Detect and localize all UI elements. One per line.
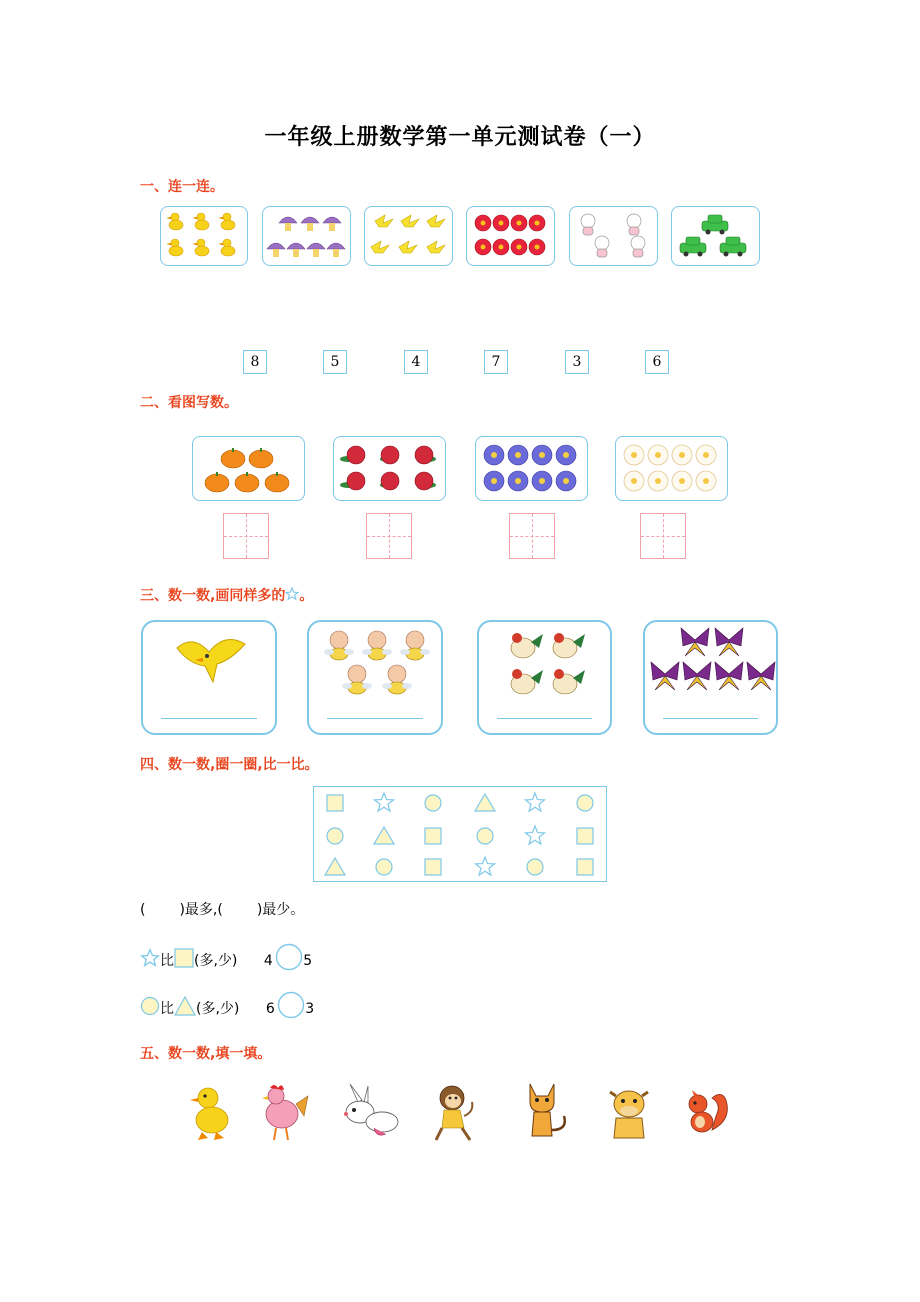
most-least-end: )最少。 bbox=[256, 902, 305, 918]
number-box[interactable]: 4 bbox=[404, 350, 428, 374]
bird-group-icon bbox=[365, 207, 451, 264]
compare-row-1 bbox=[140, 943, 312, 967]
flower-group-icon bbox=[467, 207, 553, 264]
star-shape[interactable] bbox=[526, 826, 545, 844]
kitty-group-icon bbox=[570, 207, 656, 264]
circle-icon bbox=[140, 996, 160, 1016]
picture-box-mushrooms[interactable] bbox=[262, 206, 351, 266]
section-4-heading: 四、数一数,圈一圈,比一比。 bbox=[140, 757, 319, 773]
triangle-icon bbox=[174, 996, 196, 1016]
circle-shape[interactable] bbox=[527, 859, 543, 875]
square-shape[interactable] bbox=[425, 859, 441, 875]
star-icon bbox=[140, 948, 160, 968]
compare-left-number: 6 bbox=[265, 1001, 275, 1017]
section-3-heading bbox=[140, 585, 313, 605]
rose-group-icon bbox=[334, 437, 444, 499]
section-3-heading-end: 。 bbox=[299, 588, 314, 604]
answer-line bbox=[497, 718, 592, 719]
compare-circle-blank[interactable] bbox=[275, 943, 303, 971]
duck-icon bbox=[188, 1084, 232, 1142]
number-box[interactable]: 5 bbox=[323, 350, 347, 374]
aster-group-icon bbox=[476, 437, 586, 499]
compare-bi: 比 bbox=[160, 953, 174, 969]
compare-options: (多,少) bbox=[196, 1001, 240, 1017]
section-2-heading: 二、看图写数。 bbox=[140, 395, 238, 411]
square-shape[interactable] bbox=[577, 828, 593, 844]
star-shape[interactable] bbox=[476, 857, 495, 875]
picture-box-ducks[interactable] bbox=[160, 206, 248, 266]
star-icon bbox=[285, 587, 299, 601]
triangle-shape[interactable] bbox=[374, 827, 394, 844]
triangle-shape[interactable] bbox=[325, 858, 345, 875]
butterfly-group-icon bbox=[647, 624, 777, 696]
square-shape[interactable] bbox=[577, 859, 593, 875]
page-title: 一年级上册数学第一单元测试卷（一） bbox=[264, 124, 656, 150]
pumpkin-group-icon bbox=[193, 437, 303, 499]
compare-row-2 bbox=[140, 991, 314, 1015]
bird-icon bbox=[173, 630, 249, 690]
section-1-heading: 一、连一连。 bbox=[140, 179, 224, 195]
answer-grid[interactable] bbox=[223, 513, 269, 559]
number-box[interactable]: 6 bbox=[645, 350, 669, 374]
most-least-mid: )最多,( bbox=[179, 902, 223, 918]
compare-options: (多,少) bbox=[194, 953, 238, 969]
picture-box-kitties[interactable] bbox=[569, 206, 658, 266]
square-shape[interactable] bbox=[425, 828, 441, 844]
duck-group-icon bbox=[161, 207, 246, 264]
compare-bi: 比 bbox=[160, 1001, 174, 1017]
picture-box-pumpkins bbox=[192, 436, 305, 501]
compare-circle-blank[interactable] bbox=[277, 991, 305, 1019]
square-icon bbox=[174, 948, 194, 968]
picture-box-cars[interactable] bbox=[671, 206, 760, 266]
circle-shape[interactable] bbox=[327, 828, 343, 844]
answer-line bbox=[663, 718, 758, 719]
shape-grid bbox=[314, 787, 605, 880]
picture-box-asters bbox=[475, 436, 588, 501]
drawing-box-bees[interactable] bbox=[307, 620, 443, 735]
bee-group-icon bbox=[319, 628, 435, 700]
drawing-box-bird[interactable] bbox=[141, 620, 277, 735]
monkey-icon bbox=[430, 1082, 478, 1142]
picture-box-roses bbox=[333, 436, 446, 501]
answer-grid[interactable] bbox=[509, 513, 555, 559]
answer-line bbox=[161, 718, 257, 719]
drawing-box-butterflies[interactable] bbox=[643, 620, 778, 735]
circle-shape[interactable] bbox=[477, 828, 493, 844]
compare-right-number: 5 bbox=[303, 953, 313, 969]
star-shape[interactable] bbox=[526, 793, 545, 811]
picture-box-flowers[interactable] bbox=[466, 206, 555, 266]
compare-left-number: 4 bbox=[263, 953, 273, 969]
section-3-heading-text: 三、数一数,画同样多的 bbox=[140, 588, 286, 604]
squirrel-icon bbox=[682, 1090, 732, 1138]
circle-shape[interactable] bbox=[425, 795, 441, 811]
mushroom-group-icon bbox=[263, 207, 349, 264]
number-box[interactable]: 8 bbox=[243, 350, 267, 374]
drawing-box-roosters[interactable] bbox=[477, 620, 612, 735]
circle-shape[interactable] bbox=[577, 795, 593, 811]
triangle-shape[interactable] bbox=[475, 794, 495, 811]
daisy-group-icon bbox=[616, 437, 726, 499]
rabbit-icon bbox=[338, 1082, 404, 1140]
compare-right-number: 3 bbox=[305, 1001, 315, 1017]
answer-grid[interactable] bbox=[366, 513, 412, 559]
star-shape[interactable] bbox=[375, 793, 394, 811]
paren-open: ( bbox=[140, 902, 146, 918]
cow-icon bbox=[604, 1084, 654, 1142]
answer-line bbox=[327, 718, 423, 719]
answer-grid[interactable] bbox=[640, 513, 686, 559]
number-box[interactable]: 3 bbox=[565, 350, 589, 374]
picture-box-birds[interactable] bbox=[364, 206, 453, 266]
circle-shape[interactable] bbox=[376, 859, 392, 875]
section-5-heading: 五、数一数,填一填。 bbox=[140, 1046, 272, 1062]
rooster-group-icon bbox=[503, 628, 591, 700]
shape-grid-box bbox=[313, 786, 607, 882]
most-least-line bbox=[140, 899, 304, 919]
picture-box-daisies bbox=[615, 436, 728, 501]
square-shape[interactable] bbox=[327, 795, 343, 811]
car-group-icon bbox=[672, 207, 758, 264]
cat-icon bbox=[520, 1080, 572, 1142]
number-box[interactable]: 7 bbox=[484, 350, 508, 374]
rooster-icon bbox=[258, 1082, 310, 1142]
